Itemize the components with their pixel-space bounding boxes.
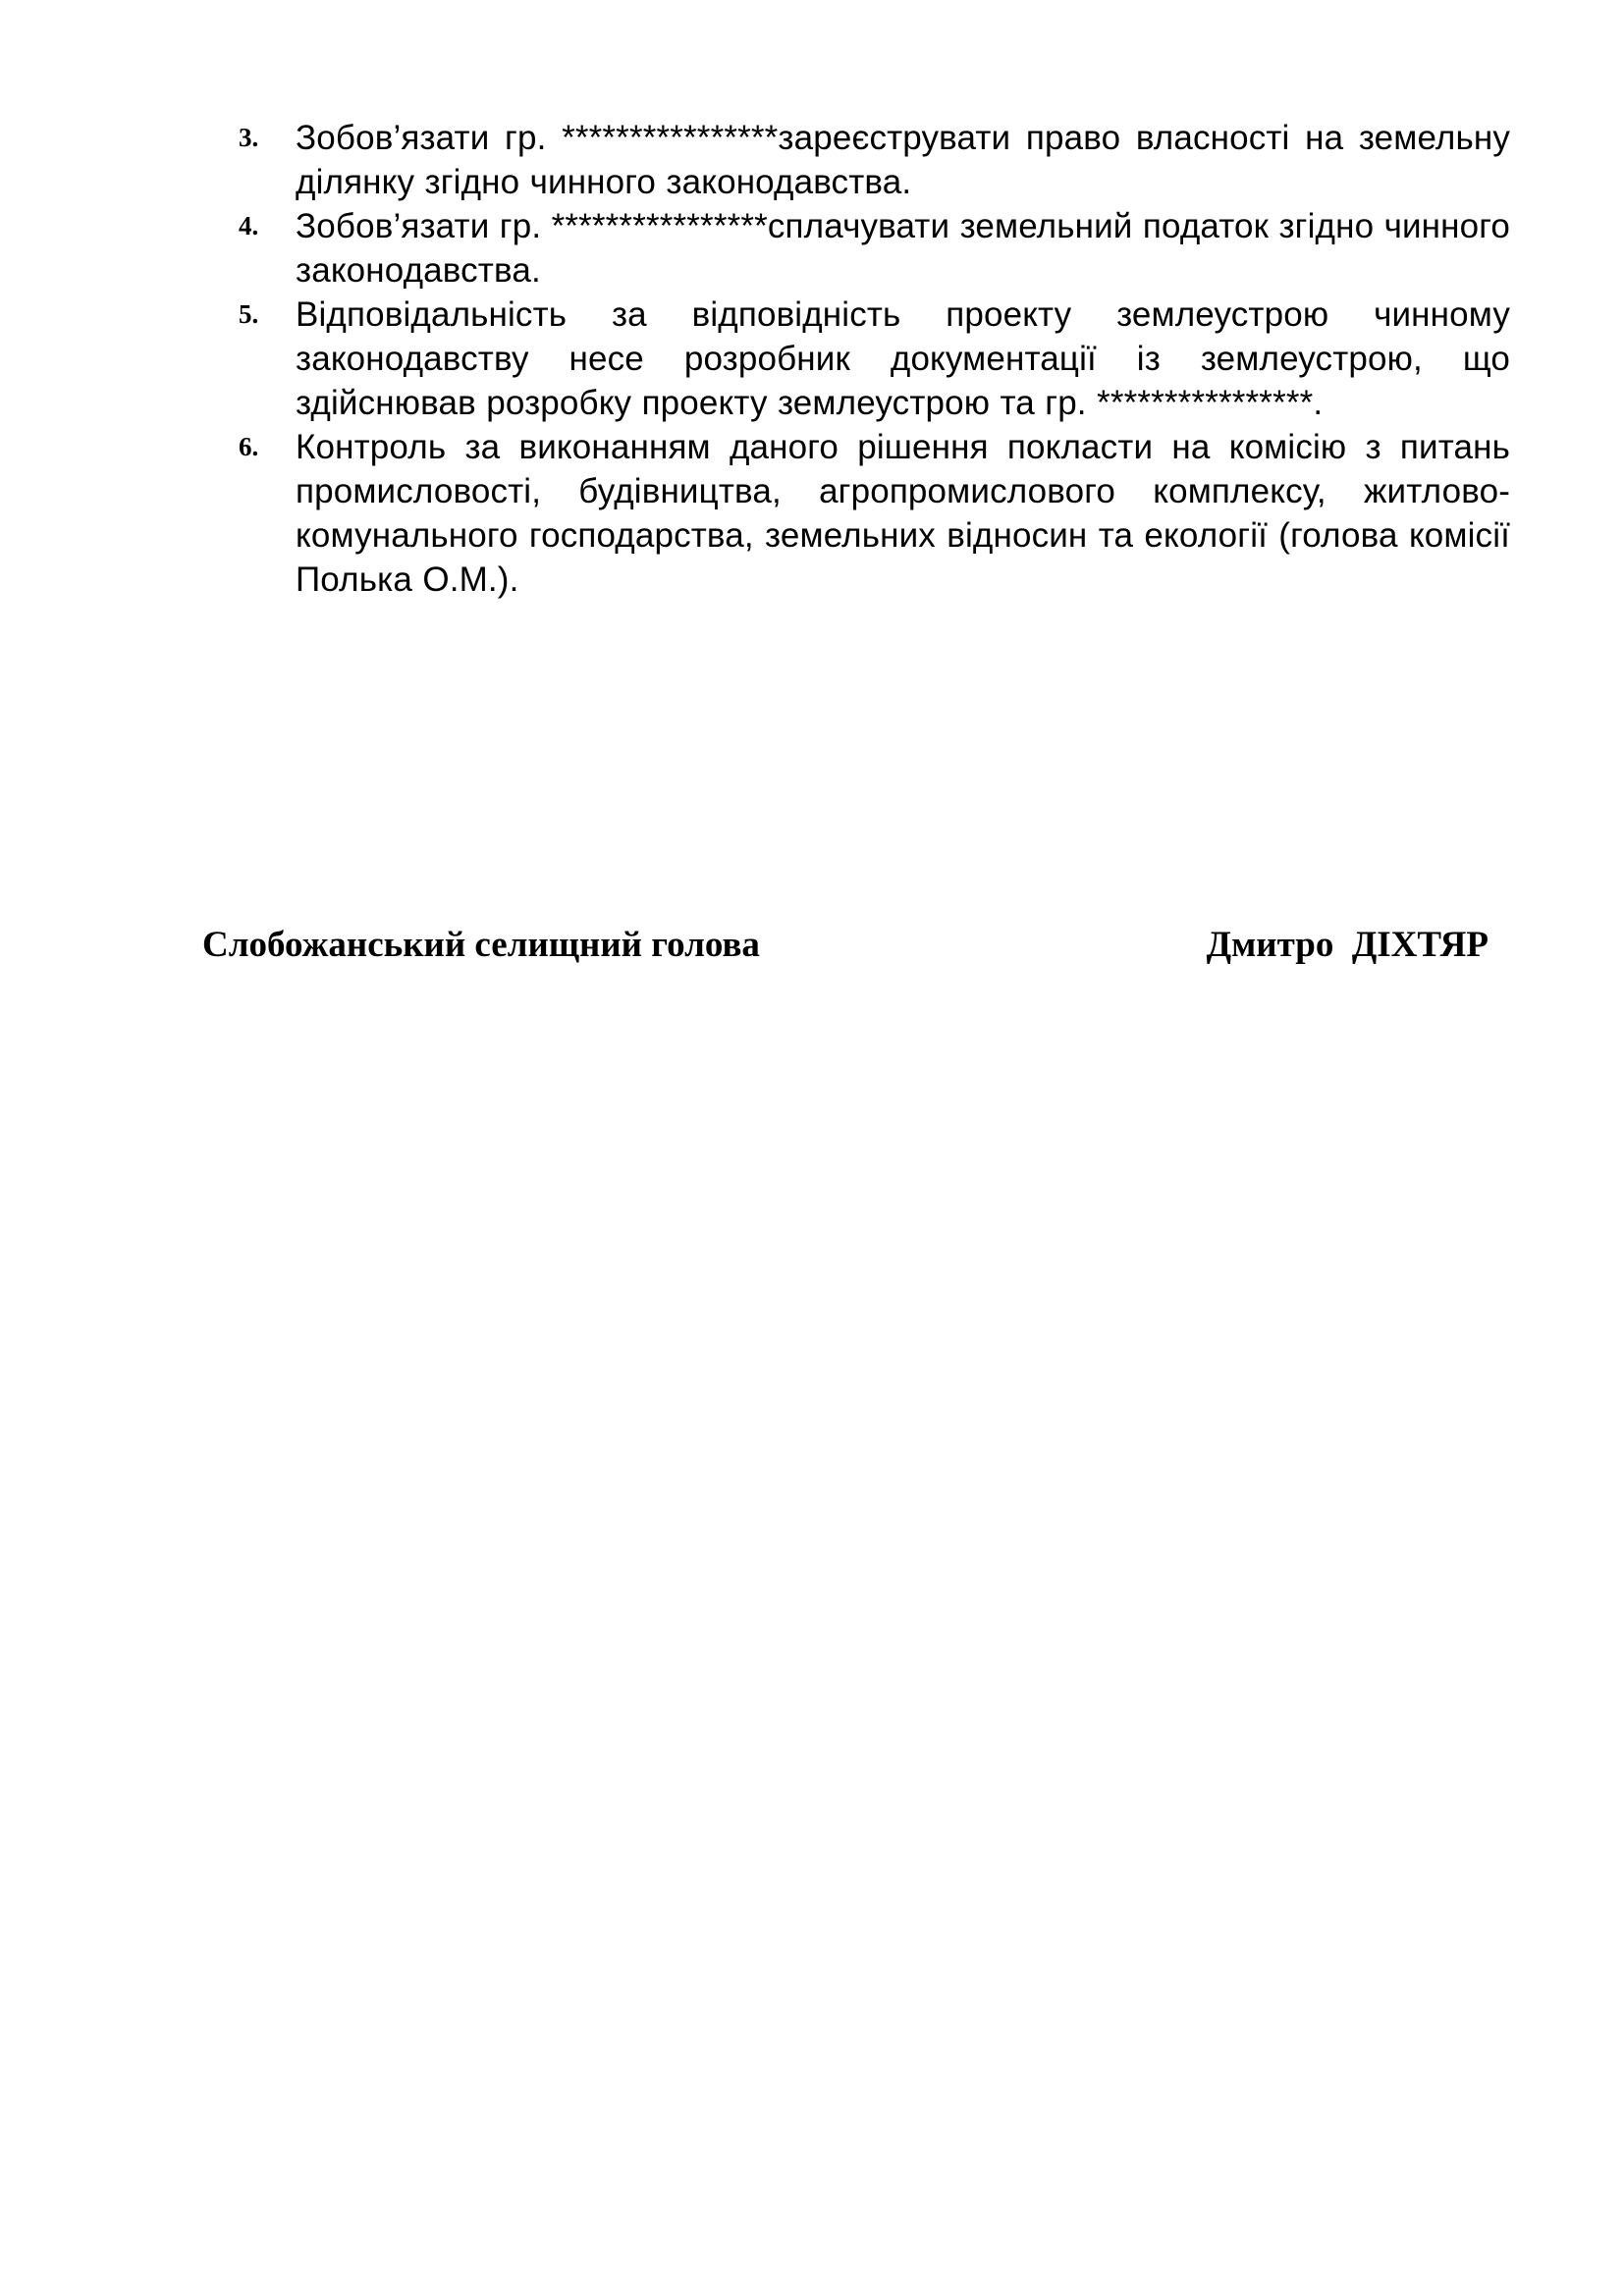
item-number: 5.	[239, 299, 259, 329]
signatory-name: Дмитро ДІХТЯР	[1206, 925, 1489, 965]
decision-items-list	[239, 116, 1510, 602]
decision-item-3	[239, 116, 1510, 204]
signatory-position: Слобожанський селищний голова	[202, 925, 760, 965]
decision-item-6	[239, 425, 1510, 602]
item-number: 3.	[239, 123, 259, 152]
item-text: Відповідальність за відповідність проекту землеустрою чинному законодавству несе розробник документації із землеустрою, що здійснював розробку проекту землеустрою та гр. ****************.	[296, 295, 1510, 422]
signature-block	[202, 921, 1489, 970]
item-text: Зобов’язати гр. ****************сплачувати земельний податок згідно чинного законодавства.	[296, 207, 1510, 290]
item-number: 4.	[239, 211, 259, 240]
item-text: Контроль за виконанням даного рішення покласти на комісію з питань промисловості, будівництва, агропромислового комплексу, житлово-комунального господарства, земельних відносин та екології (голова комісії Полька О.М.).	[296, 428, 1510, 599]
item-number: 6.	[239, 432, 259, 461]
decision-item-4	[239, 204, 1510, 293]
item-text: Зобов’язати гр. ****************зареєструвати право власності на земельну ділянку згідно чинного законодавства.	[296, 119, 1510, 201]
decision-item-5	[239, 293, 1510, 425]
